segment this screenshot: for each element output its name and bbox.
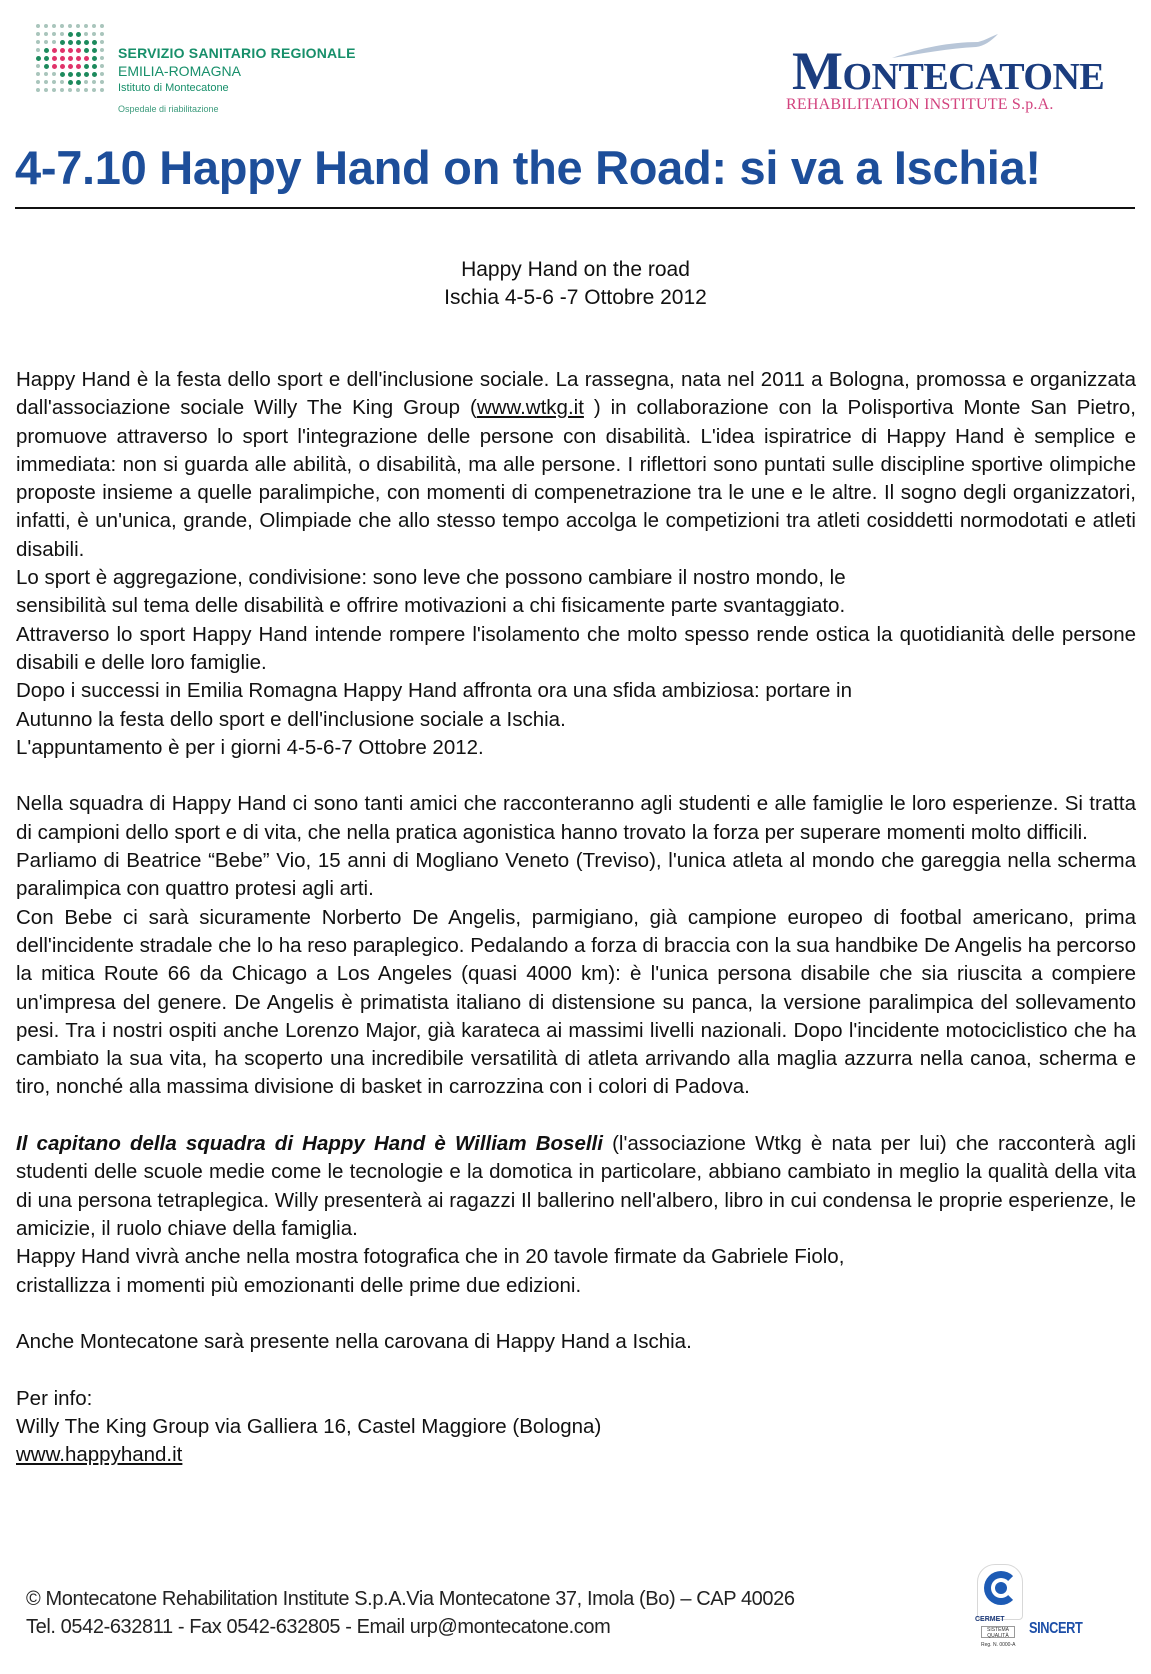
wtkg-link[interactable]: www.wtkg.it [476,396,584,420]
footer-line2: Tel. 0542-632811 - Fax 0542-632805 - Email urp@montecatone.com [26,1616,611,1638]
info-label: Per info: [16,1386,93,1410]
cermet-name: CERMET [975,1616,1005,1623]
paragraph-intro: Happy Hand è la festa dello sport e dell'inclusione sociale. La rassegna, nata nel 2011 a Bologna, promossa e organizzata dall'associazione sociale Willy The King Group (www.wtkg.it ) in collaborazione con la Polisportiva Monte San Pietro, promuove attraverso lo sport l'integrazione delle persone con disabilità. L'idea ispiratrice di Happy Hand è semplice e immediata: non si guarda alle abilità, o disabilità, ma alle persone. I riflettori sono puntati sulle discipline sportive olimpiche proposte insieme a quelle paralimpiche, con momenti di compenetrazione tra le une e le altre. Il sogno degli organizzatori, infatti, è un'unica, grande, Olimpiade che allo stesso tempo accolga le competizioni tra atleti cosiddetti normodotati e atleti disabili. [16,368,1136,561]
montecatone-logo [780,28,1105,113]
subtitle-line1: Happy Hand on the road [461,258,690,281]
logo-left-line2: EMILIA-ROMAGNA [118,63,241,79]
montecatone-subtitle: REHABILITATION INSTITUTE S.p.A. [786,96,1054,113]
footer-address [26,1585,795,1641]
paragraph-ischia-line1: Dopo i successi in Emilia Romagna Happy Hand affronta ora una sfida ambiziosa: portare in [16,679,853,703]
paragraph-team: Nella squadra di Happy Hand ci sono tanti amici che racconteranno agli studenti e alle famiglie le loro esperienze. Si tratta di campioni dello sport e di vita, che nella pratica agonistica hanno trovato la forza per superare momenti molto difficili. [16,792,1136,844]
page-title: 4-7.10 Happy Hand on the Road: si va a Ischia! [15,141,1041,194]
footer-line1: © Montecatone Rehabilitation Institute S.p.A.Via Montecatone 37, Imola (Bo) – CAP 40026 [26,1588,795,1610]
paragraph-sport-line1: Lo sport è aggregazione, condivisione: sono leve che possono cambiare il nostro mondo, le [16,566,846,590]
cermet-sub: SISTEMA QUALITÀ [981,1626,1015,1638]
cermet-badge [977,1564,1023,1620]
captain-highlight: Il capitano della squadra di Happy Hand è William Boselli [16,1132,603,1156]
sincert-logo: SINCERT [1029,1620,1083,1637]
logo-left-line4: Ospedale di riabilitazione [118,104,219,114]
paragraph-exhibition-line1: Happy Hand vivrà anche nella mostra fotografica che in 20 tavole firmate da Gabriele Fiolo, [16,1245,845,1269]
happyhand-link[interactable]: www.happyhand.it [16,1443,183,1467]
paragraph-bebe-vio: Parliamo di Beatrice “Bebe” Vio, 15 anni di Mogliano Veneto (Treviso), l'unica atleta al mondo che gareggia nella scherma paralimpica con quattro protesi agli arti. [16,849,1136,901]
paragraph-sport-line2: sensibilità sul tema delle disabilità e offrire motivazioni a chi fisicamente parte svantaggiato. [16,594,846,618]
paragraph-isolation: Attraverso lo sport Happy Hand intende rompere l'isolamento che molto spesso rende ostica la quotidianità delle persone disabili e delle loro famiglie. [16,622,1136,674]
certification-logo [965,1560,1095,1665]
event-subtitle [0,256,1151,312]
montecatone-wordmark: MONTECATONE [792,41,1105,101]
info-address: Willy The King Group via Galliera 16, Castel Maggiore (Bologna) [16,1414,602,1438]
logo-left-line1: SERVIZIO SANITARIO REGIONALE [118,45,356,61]
logo-left-line3: Istituto di Montecatone [118,82,229,94]
article-body [16,366,1136,1470]
cermet-reg: Reg. N. 0000-A [981,1642,1016,1648]
paragraph-de-angelis: Con Bebe ci sarà sicuramente Norberto De Angelis, parmigiano, già campione europeo di footbal americano, prima dell'incidente stradale che lo ha reso paraplegico. Pedalando a forza di braccia con la sua handbike De Angelis ha percorso la mitica Route 66 da Chicago a Los Angeles (quasi 4000 km): è l'unica persona disabile che sia riuscita a compiere un'impresa del genere. De Angelis è primatista italiano di distensione su panca, la versione paralimpica del sollevamento pesi. Tra i nostri ospiti anche Lorenzo Major, già karateca ai massimi livelli nazionali. Dopo l'incidente motociclistico che ha cambiato la sua vita, ha scoperto una incredibile versatilità di atleta arrivando alla maglia azzurra nella canoa, scherma e tiro, nonché alla massima divisione di basket in carrozzina con i colori di Padova. [16,905,1136,1099]
paragraph-captain: Il capitano della squadra di Happy Hand è William Boselli (l'associazione Wtkg è nata per lui) che racconterà agli studenti delle scuole medie come le tecnologie e la domotica in particolare, abbiano cambiato in meglio la qualità della vita di una persona tetraplegica. Willy presenterà ai ragazzi Il ballerino nell'albero, libro in cui condensa le proprie esperienze, le amicizie, il ruolo chiave della famiglia. [16,1132,1136,1240]
paragraph-ischia-line2: Autunno la festa dello sport e dell'inclusione sociale a Ischia. [16,707,566,731]
paragraph-exhibition-line2: cristallizza i momenti più emozionanti delle prime due edizioni. [16,1273,582,1297]
paragraph-dates: L'appuntamento è per i giorni 4-5-6-7 Ottobre 2012. [16,735,484,759]
paragraph-montecatone: Anche Montecatone sarà presente nella carovana di Happy Hand a Ischia. [16,1330,692,1354]
title-divider [15,207,1135,209]
ssr-emilia-romagna-logo [34,22,374,122]
dot-grid-cross-icon [34,22,106,94]
subtitle-line2: Ischia 4-5-6 -7 Ottobre 2012 [444,286,707,309]
